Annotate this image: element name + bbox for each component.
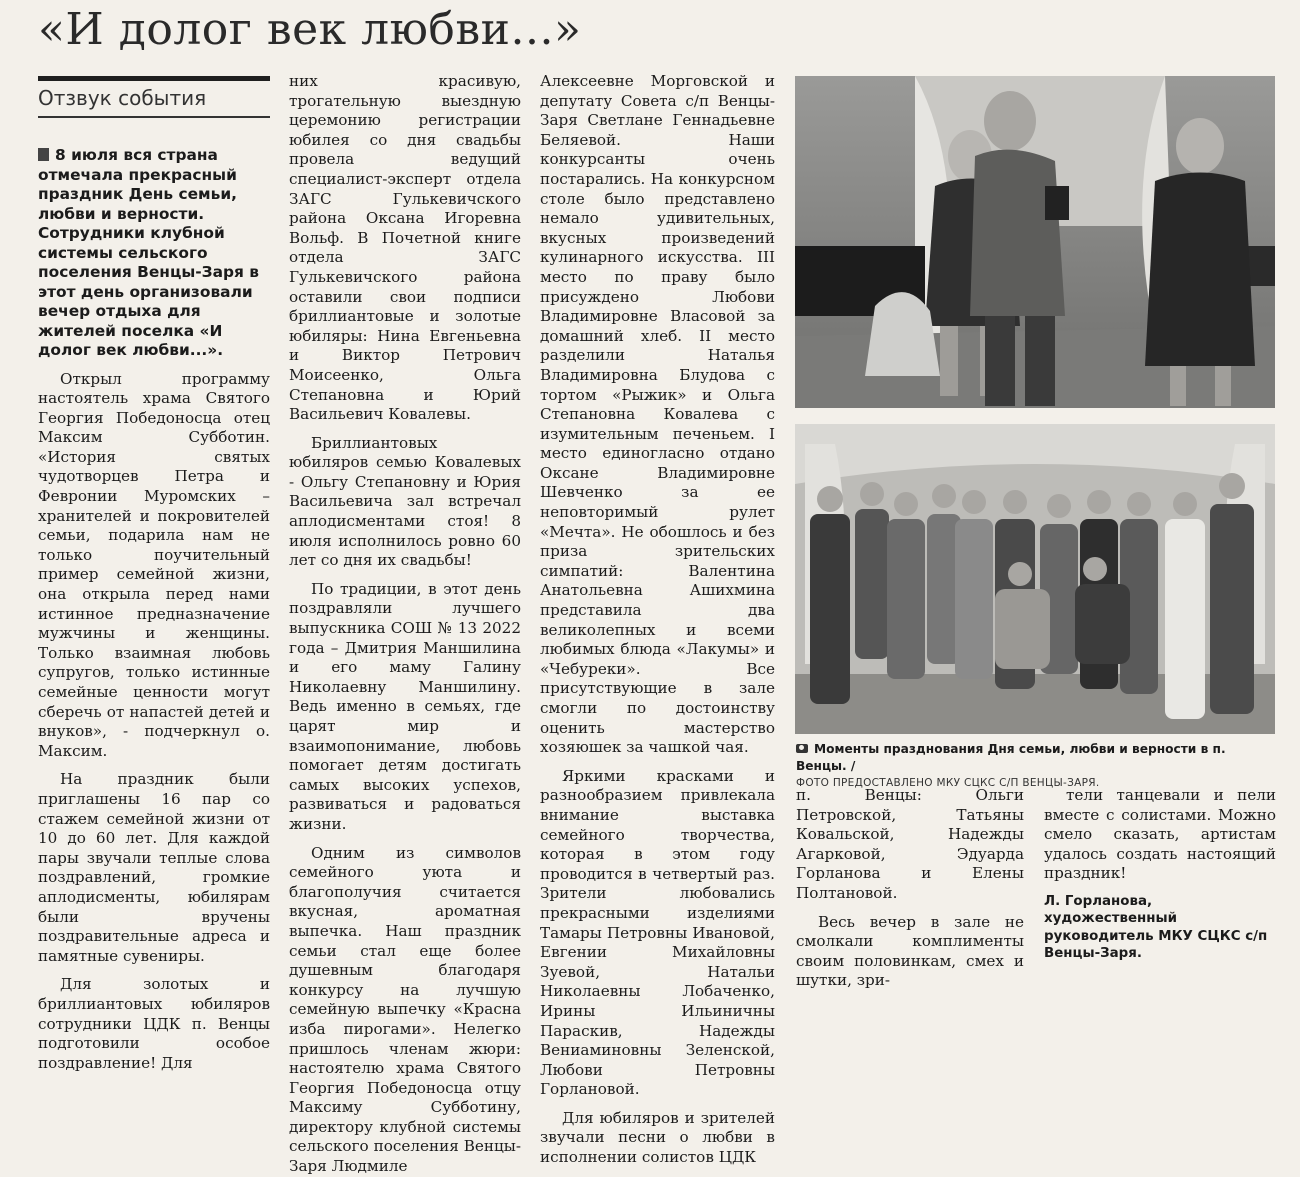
lead-paragraph <box>38 146 270 361</box>
paragraph: п. Венцы: Ольги Петровской, Татьяны Ковальской, Надежды Агарковой, Эдуарда Горланова и Елены Полтановой. <box>796 786 1024 902</box>
document-icon <box>38 148 49 161</box>
rubric-bar <box>38 76 270 81</box>
paragraph: Для юбиляров и зрителей звучали песни о любви в исполнении солистов ЦДК <box>540 1108 775 1167</box>
lead-text: 8 июля вся страна отмечала прекрасный праздник День семьи, любви и верности. Сотрудники клубной системы сельского поселения Венцы-Заря в этот день организовали вечер отдыха для жителей поселка «И долог век любви...». <box>38 146 259 359</box>
caption-text: Моменты празднования Дня семьи, любви и верности в п. Венцы. / <box>796 742 1226 773</box>
photo-group-image <box>795 424 1275 734</box>
photo-ceremony-image <box>795 76 1275 408</box>
paragraph: Весь вечер в зале не смолкали комплименты своим половинкам, смех и шутки, зри- <box>796 912 1024 990</box>
rubric: Отзвук события <box>38 86 270 118</box>
paragraph: Открыл программу настоятель храма Святого Георгия Победоносца отец Максим Субботин. «История святых чудотворцев Петра и Февронии Муромских – хранителей и покровителей семьи, подарила нам не только поучительный пример семейной жизни, она открыла перед нами истинное предназначение мужчины и женщины. Только взаимная любовь супругов, только истинные семейные ценности могут сберечь от напастей детей и внуков», - подчеркнул о. Максим. <box>38 369 270 760</box>
paragraph: них красивую, трогательную выездную церемонию регистрации юбилея со дня свадьбы провела ведущий специалист-эксперт отдела ЗАГС Гулькевичского района Оксана Игоревна Вольф. В Почетной книге отдела ЗАГС Гулькевичского района оставили свои подписи бриллиантовые и золотые юбиляры: Нина Евгеньевна и Виктор Петрович Моисеенко, Ольга Степановна и Юрий Васильевич Ковалевы. <box>289 72 521 424</box>
paragraph: Для золотых и бриллиантовых юбиляров сотрудники ЦДК п. Венцы подготовили особое поздравление! Для <box>38 975 270 1072</box>
paragraph: По традиции, в этот день поздравляли лучшего выпускника СОШ № 13 2022 года – Дмитрия Маншилина и его маму Галину Николаевну Маншилину. Ведь именно в семьях, где царят мир и взаимопонимание, любовь помогает детям достигать самых высоких успехов, развиваться и радоваться жизни. <box>289 579 521 833</box>
column-2 <box>289 72 521 1176</box>
photo-ceremony <box>795 76 1275 408</box>
column-4 <box>796 786 1024 990</box>
column-1 <box>38 146 270 1072</box>
paragraph: Алексеевне Морговской и депутату Совета с/п Венцы-Заря Светлане Геннадьевне Беляевой. Наши конкурсанты очень постарались. На конкурсном столе было представлено немало удивительных, вкусных произведений кулинарного искусства. III место по праву было присуждено Любови Владимировне Власовой за домашний хлеб. II место разделили Наталья Владимировна Блудова с тортом «Рыжик» и Ольга Степановна Ковалева с изумительным печеньем. I место единогласно отдано Оксане Владимировне Шевченко за ее неповторимый рулет «Мечта». Не обошлось и без приза зрительских симпатий: Валентина Анатольевна Ашихмина представила два великолепных и всеми любимых блюда «Лакумы» и «Чебуреки». Все присутствующие в зале смогли по достоинству оценить мастерство хозяюшек за чашкой чая. <box>540 72 775 757</box>
photo-caption <box>796 741 1276 792</box>
paragraph: тели танцевали и пели вместе с солистами. Можно смело сказать, артистам удалось создать настоящий праздник! <box>1044 786 1276 883</box>
author-signature: Л. Горланова, художественный руководитель МКУ СЦКС с/п Венцы-Заря. <box>1044 893 1268 962</box>
photo-credit: ФОТО ПРЕДОСТАВЛЕНО МКУ СЦКС С/П ВЕНЦЫ-ЗАРЯ. <box>796 777 1100 789</box>
column-3 <box>540 72 775 1167</box>
photo-group <box>795 424 1275 734</box>
camera-icon <box>796 744 808 753</box>
paragraph: Бриллиантовых юбиляров семью Ковалевых - Ольгу Степановну и Юрия Васильевича зал встречал аплодисментами стоя! 8 июля исполнилось ровно 60 лет со дня их свадьбы! <box>289 433 521 570</box>
paragraph: Яркими красками и разнообразием привлекала внимание выставка семейного творчества, которая в этом году проводится в четвертый раз. Зрители любовались прекрасными изделиями Тамары Петровны Ивановой, Евгении Михайловны Зуевой, Натальи Николаевны Лобаченко, Ирины Ильиничны Параскив, Надежды Вениаминовны Зеленской, Любови Петровны Горлановой. <box>540 766 775 1099</box>
headline: «И долог век любви...» <box>38 4 582 55</box>
column-5 <box>1044 786 1276 962</box>
paragraph: На праздник были приглашены 16 пар со стажем семейной жизни от 10 до 60 лет. Для каждой пары звучали теплые слова поздравлений, громкие аплодисменты, юбилярам были вручены поздравительные адреса и памятные сувениры. <box>38 770 270 965</box>
paragraph: Одним из символов семейного уюта и благополучия считается вкусная, ароматная выпечка. Наш праздник семьи стал еще более душевным благодаря конкурсу на лучшую семейную выпечку «Красна изба пирогами». Нелегко пришлось членам жюри: настоятелю храма Святого Георгия Победоносца отцу Максиму Субботину, директору клубной системы сельского поселения Венцы-Заря Людмиле <box>289 843 521 1176</box>
